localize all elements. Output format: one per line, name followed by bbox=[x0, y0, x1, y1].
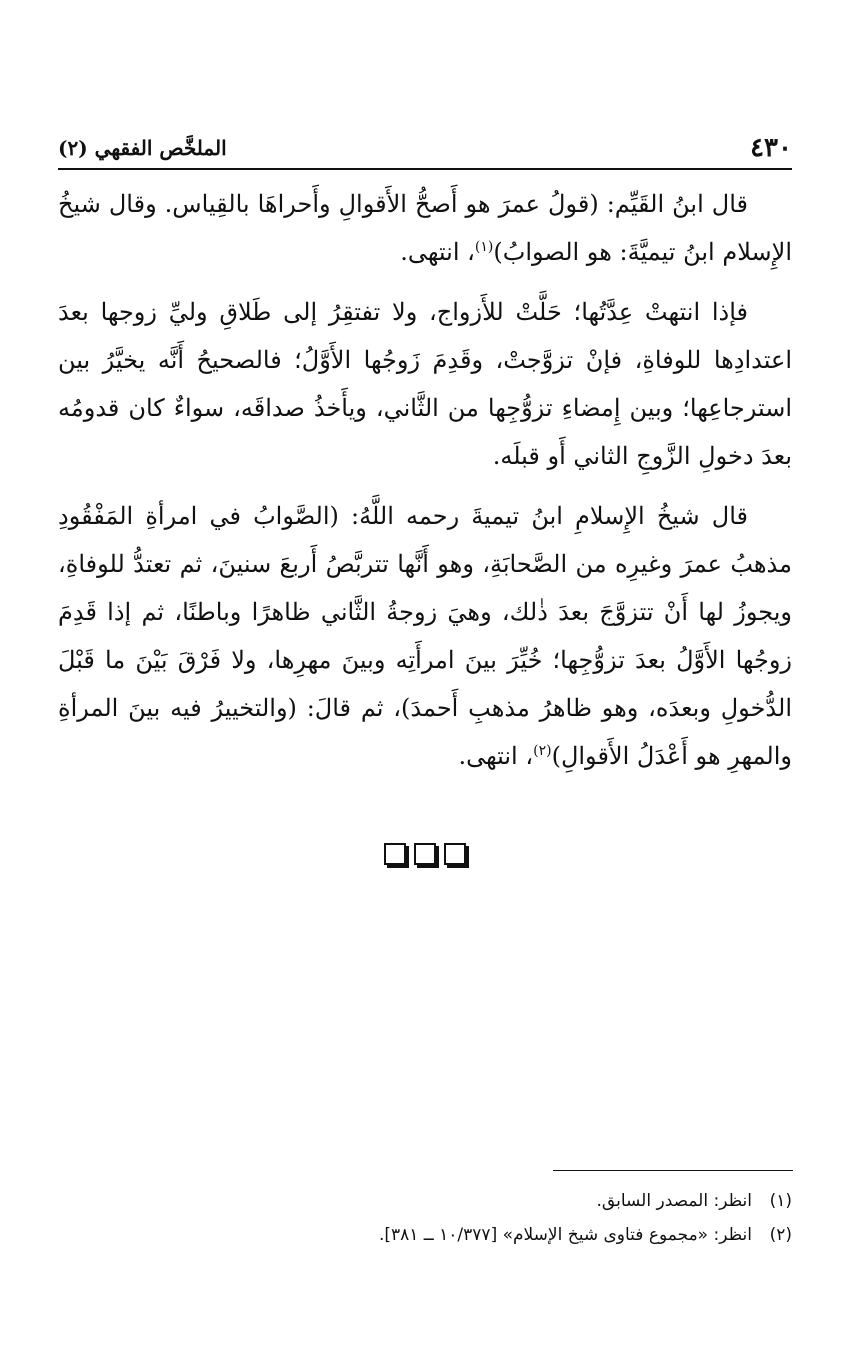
section-end-ornament bbox=[0, 843, 849, 865]
footnote-2 bbox=[58, 1218, 792, 1252]
footnote-divider bbox=[553, 1170, 793, 1171]
footnote-text: انظر: المصدر السابق. bbox=[596, 1191, 752, 1211]
paragraph-tail: ، انتهى. bbox=[400, 238, 475, 266]
page-number: ٤٣٠ bbox=[750, 133, 792, 163]
paragraph-ibn-qayyim bbox=[58, 180, 792, 276]
ornament-square-icon bbox=[384, 843, 406, 865]
ornament-square-icon bbox=[414, 843, 436, 865]
running-title: الملخَّص الفقهي (٢) bbox=[58, 136, 227, 160]
main-text bbox=[58, 180, 792, 792]
footnote-marker-1: (١) bbox=[474, 239, 494, 255]
footnote-number: (٢) bbox=[769, 1225, 792, 1245]
page-header bbox=[58, 128, 792, 168]
footnote-1 bbox=[58, 1184, 792, 1218]
paragraph-ibn-taymiyya bbox=[58, 492, 792, 780]
header-divider bbox=[58, 168, 792, 170]
footnote-number: (١) bbox=[769, 1191, 792, 1211]
paragraph-tail: ، انتهى. bbox=[458, 742, 534, 770]
footnotes bbox=[58, 1184, 792, 1252]
paragraph-text: قال شيخُ الإِسلامِ ابنُ تيميةَ رحمه اللَّهُ: (الصَّوابُ في امرأةِ المَفْقُودِ مذهبُ عمرَ وغيرِه من الصَّحابَةِ، وهو أَنَّها تتربَّصُ أَربعَ سنينَ، ثم تعتدُّ للوفاةِ، ويجوزُ لها أَنْ تتزوَّجَ بعدَ ذٰلك، وهيَ زوجةُ الثَّاني ظاهرًا وباطنًا، ثم إذا قَدِمَ زوجُها الأَوَّلُ بعدَ تزوُّجِها؛ خُيِّرَ بينَ امرأَتِه وبينَ مهرِها، ولا فَرْقَ بَيْنَ ما قَبْلَ الدُّخولِ وبعدَه، وهو ظاهرُ مذهبِ أَحمدَ)، ثم قالَ: (والتخييرُ فيه بينَ المرأةِ والمهرِ هو أَعْدَلُ الأَقوالِ) bbox=[58, 502, 792, 770]
paragraph-after-waiting-period bbox=[58, 288, 792, 480]
paragraph-text: فإذا انتهتْ عِدَّتُها؛ حَلَّتْ للأَزواج، ولا تفتقِرُ إلى طَلاقِ وليِّ زوجها بعدَ اعتدادِها للوفاةِ، فإنْ تزوَّجتْ، وقَدِمَ زَوجُها الأَوَّلُ؛ فالصحيحُ أَنَّه يخيَّرُ بين استرجاعِها؛ وبين إِمضاءِ تزوُّجِها من الثَّاني، ويأَخذُ صداقَه، سواءٌ كان قدومُه بعدَ دخولِ الزَّوجِ الثاني أَو قبلَه. bbox=[58, 298, 792, 470]
footnote-marker-2: (٢) bbox=[533, 743, 552, 759]
ornament-square-icon bbox=[444, 843, 466, 865]
footnote-text: انظر: «مجموع فتاوى شيخ الإسلام» [١٠/٣٧٧ ــ ٣٨١]. bbox=[378, 1225, 752, 1245]
paragraph-text: قال ابنُ القَيِّم: (قولُ عمرَ هو أَصحُّ الأَقوالِ وأَحراهَا بالقِياس. وقال شيخُ الإِسلام ابنُ تيميَّةَ: هو الصوابُ) bbox=[58, 190, 792, 266]
